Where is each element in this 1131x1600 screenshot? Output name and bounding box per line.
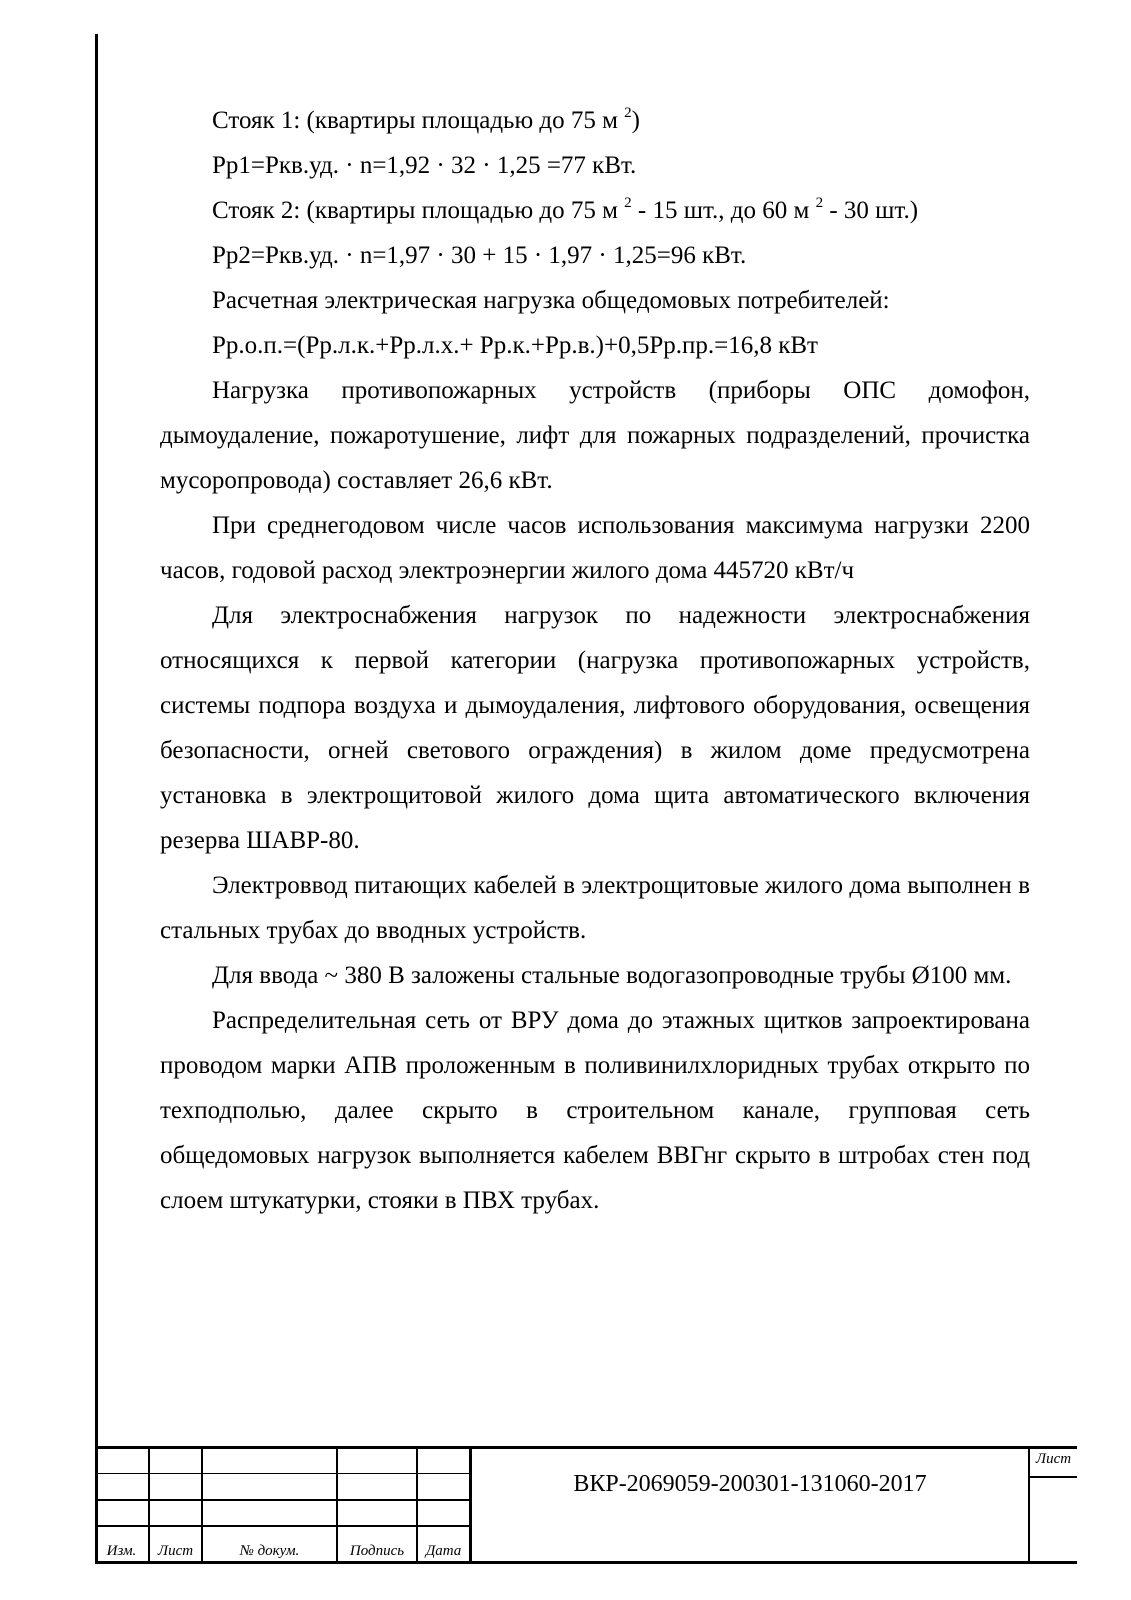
formula-pp2: Рр2=Ркв.уд. · n=1,97 · 30 + 15 · 1,97 · 1,25=96 кВт. [212,242,747,269]
paragraph-annual-consumption: При среднегодовом числе часов использования максимума нагрузки 2200 часов, годовой расход электроэнергии жилого дома 445720 кВт/ч [160,512,1030,584]
superscript: 2 [624,194,632,211]
stamp-caption-list: Лист [157,1543,194,1559]
riser-1-heading [160,98,1030,143]
riser-2-text-b: - 15 шт., до 60 м [637,197,810,224]
formula-pp1: Рр1=Ркв.уд. · n=1,92 · 32 · 1,25 =77 кВт. [212,152,637,179]
stamp-row-line [95,1473,470,1474]
stamp-bottom-border [95,1561,1077,1564]
stamp-caption-doc-no: № докум. [239,1543,300,1559]
document-code: ВКР-2069059-200301-131060-2017 [573,1471,927,1497]
stamp-row-line [95,1499,470,1501]
title-block [95,1446,1077,1564]
document-body [160,98,1030,1223]
riser-2-text-a: Стояк 2: (квартиры площадью до 75 м [212,197,618,224]
riser-2-heading [160,188,1030,233]
paragraph-fire-load: Нагрузка противопожарных устройств (приборы ОПС домофон, дымоудаление, пожаротушение, лифт для пожарных подразделений, прочистка мусоропровода) составляет 26,6 кВт. [160,377,1030,494]
riser-1-text: Стояк 1: (квартиры площадью до 75 м [212,107,618,134]
common-load-heading: Расчетная электрическая нагрузка общедомовых потребителей: [212,287,890,314]
frame-left-border [95,34,98,1564]
formula-pop: Рр.о.п.=(Рр.л.к.+Рр.л.х.+ Рр.к.+Рр.в.)+0,5Рр.пр.=16,8 кВт [212,332,818,359]
riser-2-text-c: - 30 шт.) [829,197,919,224]
stamp-col-line [469,1446,472,1564]
stamp-caption-izm: Изм. [106,1543,137,1559]
paragraph-pipes: Для ввода ~ 380 В заложены стальные водогазопроводные трубы Ø100 мм. [212,962,1012,989]
sheet-label: Лист [1035,1451,1072,1467]
paragraph-cable-entry: Электроввод питающих кабелей в электрощитовые жилого дома выполнен в стальных трубах до вводных устройств. [160,872,1030,944]
paragraph-first-category: Для электроснабжения нагрузок по надежности электроснабжения относящихся к первой категории (нагрузка противопожарных устройств, системы подпора воздуха и дымоудаления, лифтового оборудования, освещения безопасности, огней светового ограждения) в жилом доме предусмотрена установка в электрощитовой жилого дома щита автоматического включения резерва ШАВР-80. [160,602,1030,854]
stamp-caption-signature: Подпись [349,1543,405,1559]
stamp-top-border [95,1446,1077,1449]
stamp-caption-date: Дата [425,1543,462,1559]
riser-1-end: ) [631,107,640,134]
paragraph-distribution-network: Распределительная сеть от ВРУ дома до этажных щитков запроектирована проводом марки АПВ проложенным в поливинилхлоридных трубах открыто по техподполью, далее скрыто в строительном канале, групповая сеть общедомовых нагрузок выполняется кабелем ВВГнг скрыто в штробах стен под слоем штукатурки, стояки в ПВХ трубах. [160,1007,1030,1214]
stamp-sheet-line [1030,1476,1077,1478]
stamp-row-line [95,1525,470,1527]
superscript: 2 [624,104,632,121]
superscript: 2 [815,194,824,211]
